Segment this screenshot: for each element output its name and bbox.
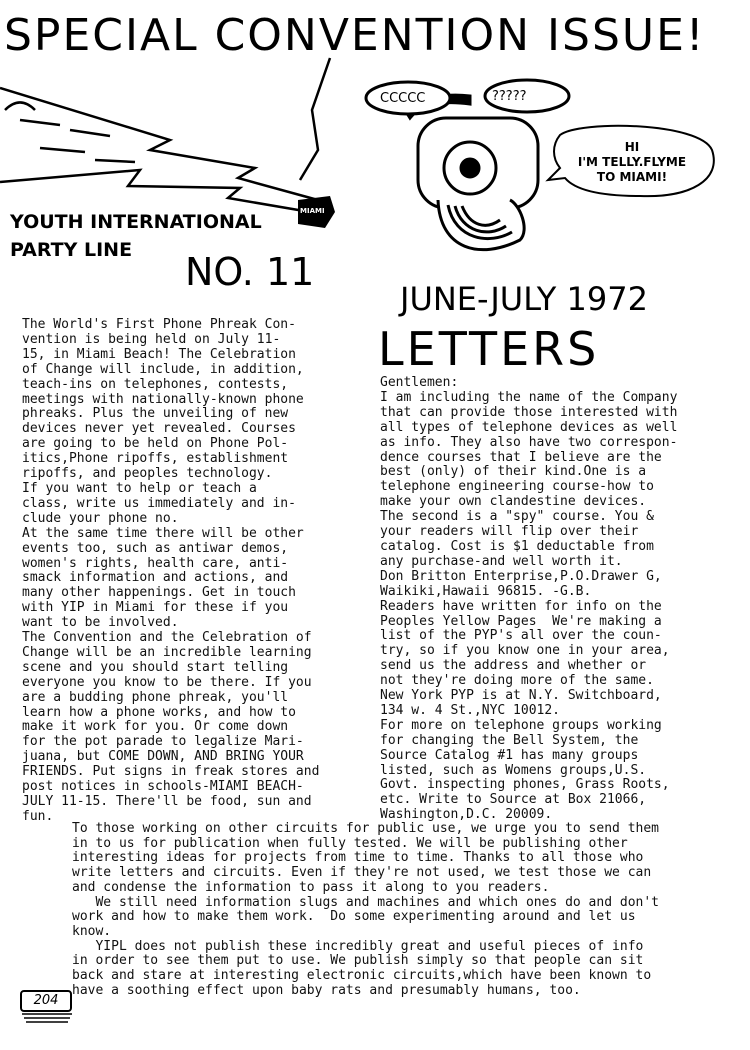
closing-note: To those working on other circuits for public use, we urge you to send them in to us for publication when fully tested. We will be publishing other interesting ideas for projects from time to time. Thanks to all those who write letters and circuits. Even if they're not used, we test those we can and condense the information to pass it along to you readers. We still need information slugs and machines and which ones do and don't work and how to make them work. Do some experimenting around and let us know. YIPL does not publish these incredibly great and useful pieces of info in order to see them put to use. We publish simply so that people can sit back and stare at interesting electronic circuits,which have been known to have a soothing effect upon baby rats and presumably humans, too. [72, 821, 659, 998]
page-badge-keyboard-icon [20, 1012, 76, 1024]
speech-line-3: TO MIAMI! [596, 170, 668, 184]
letters-heading: LETTERS [378, 322, 600, 376]
speech-line-2: I'M TELLY.FLYME [577, 155, 687, 169]
convention-article: The World's First Phone Phreak Con- vention is being held on July 11- 15, in Miami Beach! The Celebration of Change will include, in addition, teach-ins on telephones, contests, meetings with nationally-known phone phreaks. Plus the unveiling of new devices never yet revealed. Courses are going to be held on Phone Pol- itics,Phone ripoffs, establishment ripoffs, and peoples technology. If you want to help or teach a class, write us immediately and in- clude your phone no. At the same time there will be other events too, such as antiwar demos, women's rights, health care, anti- smack information and actions, and many other happenings. Get in touch with YIP in Miami for these if you want to be involved. The Convention and the Celebration of Change will be an incredible learning scene and you should start telling everyone you know to be there. If you are a budding phone phreak, you'll learn how a phone works, and how to make it work for you. Or come down for the pot parade to legalize Mari- juana, but COME DOWN, AND BRING YOUR FRIENDS. Put signs in freak stores and post notices in schools-MIAMI BEACH- JULY 11-15. There'll be food, sun and fun. [22, 317, 320, 824]
paper-name-line-1: YOUTH INTERNATIONAL [10, 211, 262, 233]
issue-number: NO. 11 [185, 250, 315, 294]
lightning-streak-illustration [0, 58, 330, 212]
wing-left-text: CCCCC [380, 91, 426, 106]
map-label: MIAMI [300, 207, 325, 215]
page-number: 204 [20, 990, 72, 1012]
speech-line-1: HI [624, 140, 640, 154]
speech-bubble-text [572, 140, 692, 185]
paper-name-line-2: PARTY LINE [10, 239, 133, 261]
banner-headline: SPECIAL CONVENTION ISSUE! [4, 10, 706, 61]
issue-date: JUNE-JULY 1972 [400, 280, 648, 318]
wing-right-text: ????? [492, 89, 527, 104]
letters-body: Gentlemen: I am including the name of the Company that can provide those interested with all types of telephone devices as well as info. They also have two correspon- dence courses that I believe are the best (only) of their kind.One is a telephone engineering course-how to make your own clandestine devices. The second is a "spy" course. You & your readers will flip over their catalog. Cost is $1 deductable from any purchase-and well worth it. Don Britton Enterprise,P.O.Drawer G, Waikiki,Hawaii 96815. -G.B. Readers have written for info on the Peoples Yellow Pages We're making a list of the PYP's all over the coun- try, so if you know one in your area, send us the address and whether or not they're doing more of the same. New York PYP is at N.Y. Switchboard, 134 w. 4 St.,NYC 10012. For more on telephone groups working for changing the Bell System, the Source Catalog #1 has many groups listed, such as Womens groups,U.S. Govt. inspecting phones, Grass Roots, etc. Write to Source at Box 21066, Washington,D.C. 20009. [380, 375, 678, 823]
